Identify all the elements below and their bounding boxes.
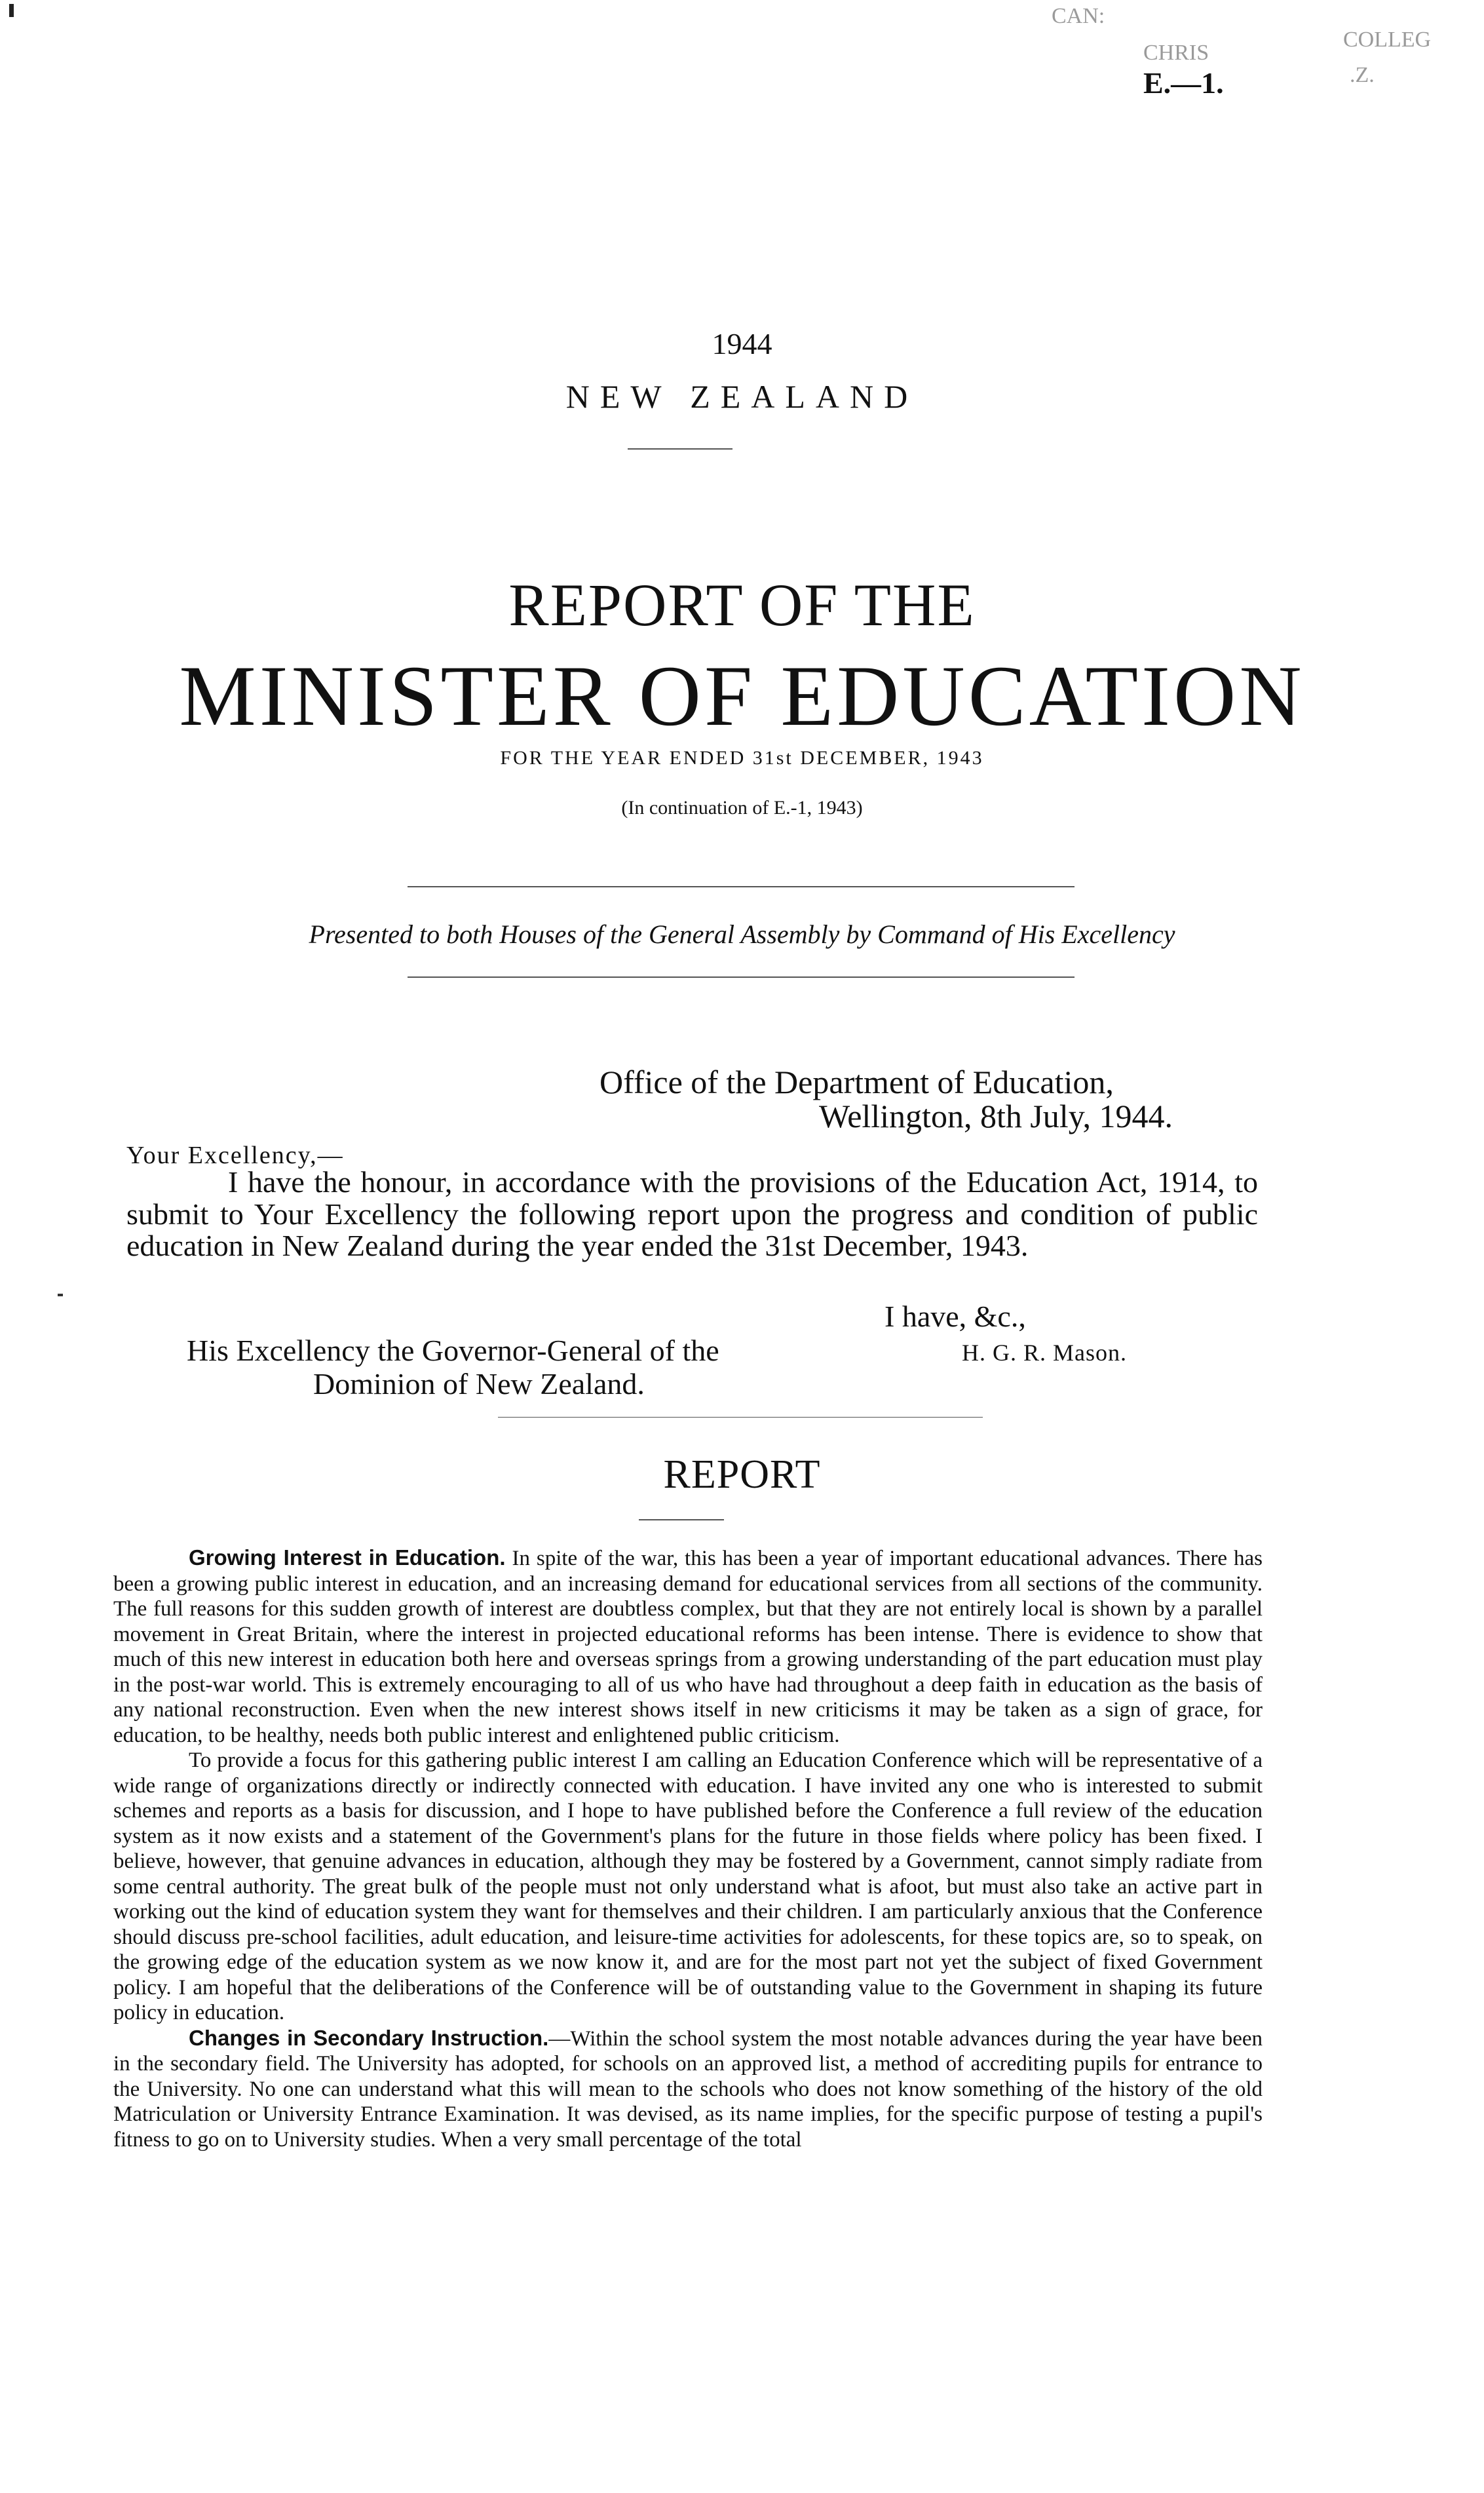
letter-closing: I have, &c., [885,1300,1026,1333]
signature-text: H. G. R. Mason. [962,1340,1128,1366]
country-name: NEW ZEALAND [565,378,919,415]
divider [628,448,732,450]
report-body [113,1545,1263,2152]
document-number: E.—1. [1143,66,1224,100]
library-stamp-line: .Z. [1350,63,1375,87]
salutation-text: Your Excellency,— [126,1142,344,1169]
paragraph: To provide a focus for this gathering public interest I am calling an Education Conference which will be representative of a wide range of organizations directly or indirectly connected with education. I have invited any one who is interested to submit schemes and reports as a basis for discussion, and I hope to have published before the Conference a full review of the education system as it now exists and a statement of the Government's plans for the future in those fields where policy has been fixed. I believe, however, that genuine advances in education, although they may be fostered by a Government, cannot simply radiate from some central authority. The great bulk of the people must not only understand what is afoot, but must also take an active part in working out the kind of education system they want for themselves and their children. I am particularly anxious that the Conference should discuss pre-school facilities, adult education, and leisure-time activities for adolescents, for these topics are, so to speak, on the growing edge of the education system as we now know it, and are for the most part not yet the subject of fixed Government policy. I am hopeful that the deliberations of the Conference will be of outstanding value to the Government in shaping its future policy in education. [113,1749,1263,2024]
divider [408,886,1075,887]
section-heading: Growing Interest in Education. [189,1545,506,1570]
presented-line: Presented to both Houses of the General Assembly by Command of His Excellency [309,919,1175,949]
addressee-line-2: Dominion of New Zealand. [313,1367,645,1401]
divider [498,1417,983,1418]
paragraph-text: In spite of the war, this has been a year of important educational advances. There has been a growing public interest in education, and an increasing demand for educational services from all sections of the community. The full reasons for this sudden growth of interest are doubtless complex, but that they are not entirely local is shown by a parallel movement in Great Britain, where the interest in projected educational reforms has been intense. There is evidence to show that much of this new interest in education both here and overseas springs from a growing understanding of the part education must play in the post-war world. This is extremely encouraging to all of us who have had throughout a deep faith in education as the basis of any national reconstruction. Even when the new interest shows itself in new criticisms it may be taken as a sign of grace, for education, to be healthy, needs both public interest and enlightened public criticism. [113,1547,1263,1747]
signature [962,1333,1127,1368]
title-line-2: MINISTER OF EDUCATION [179,647,1305,744]
section-heading: Changes in Secondary Instruction. [189,2025,549,2050]
subtitle: FOR THE YEAR ENDED 31st DECEMBER, 1943 [500,747,984,769]
margin-mark [58,1294,63,1296]
divider [639,1519,724,1520]
paragraph [113,2026,1263,2153]
letter-body: I have the honour, in accordance with the provisions of the Education Act, 1914, to submit to Your Excellency the following report upon the progress and condition of public education in New Zealand during the year ended the 31st December, 1943. [126,1165,1258,1262]
paragraph-text: —Within the school system the most notable advances during the year have been in the secondary field. The University has adopted, for schools on an approved list, a method of accrediting pupils for entrance to the University. No one can understand what this will mean to the schools who does not know something of the history of the old Matriculation or University Entrance Examination. It was devised, as its name implies, for the specific purpose of testing a pupil's fitness to go on to University studies. When a very small percentage of the total [113,2026,1263,2152]
paragraph [113,1545,1263,1748]
library-stamp-line: CAN: [1052,4,1105,28]
corner-mark [9,4,14,17]
report-heading: REPORT [663,1452,821,1497]
title-line-1: REPORT OF THE [508,571,976,638]
continuation-note: (In continuation of E.-1, 1943) [621,797,863,819]
addressee-line-1: His Excellency the Governor-General of the [187,1334,719,1367]
divider [408,976,1075,978]
library-stamp-line: COLLEG [1343,28,1432,52]
office-line: Office of the Department of Education, [599,1064,1114,1100]
library-stamp-line: CHRIS [1143,41,1209,65]
report-year: 1944 [712,327,772,360]
office-place-date: Wellington, 8th July, 1944. [819,1098,1173,1134]
